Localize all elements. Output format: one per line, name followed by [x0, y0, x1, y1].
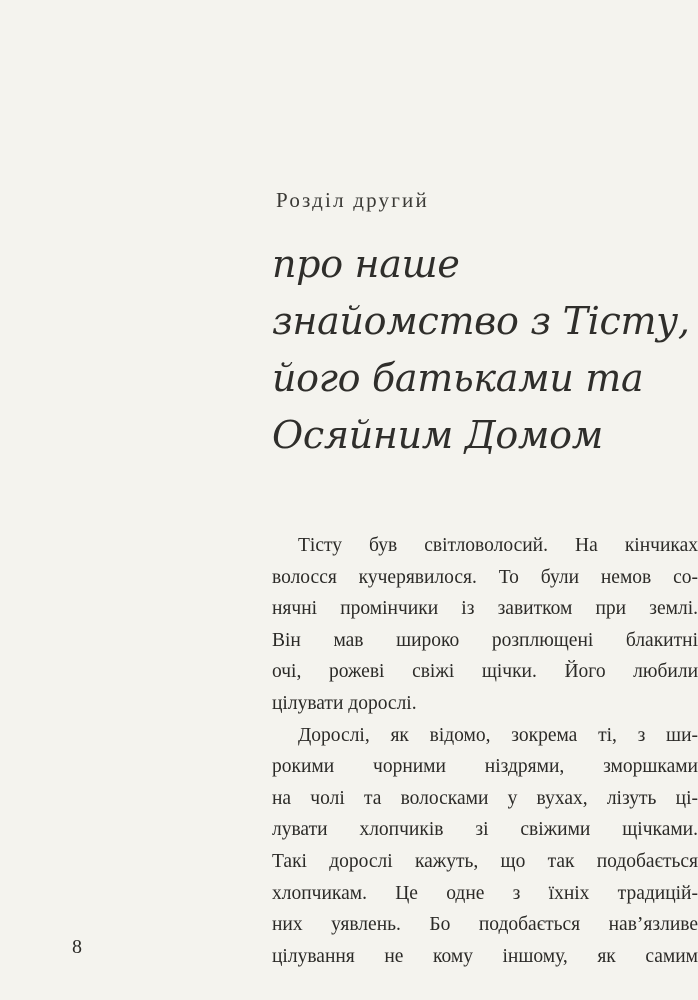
body-line: Тісту був світловолосий. На кінчиках — [298, 535, 698, 556]
body-line: лувати хлопчиків зі свіжими щічками. — [272, 819, 698, 841]
body-line: цілувати дорослі. — [272, 692, 417, 714]
body-line: хлопчикам. Це одне з їхніх традицій- — [272, 882, 698, 904]
body-line: нячні промінчики із завитком при землі. — [272, 598, 698, 620]
body-line: волосся кучерявилося. То були немов со- — [272, 566, 698, 588]
chapter-title-line: його батьками та — [272, 356, 644, 400]
body-line: очі, рожеві свіжі щічки. Його любили — [272, 661, 698, 683]
body-line: Такі дорослі кажуть, що так подобається — [272, 850, 698, 872]
body-line: цілування не кому іншому, як самим — [272, 945, 698, 967]
body-text — [272, 530, 698, 972]
chapter-title — [272, 236, 692, 464]
body-line: рокими чорними ніздрями, зморшками — [272, 756, 698, 778]
chapter-label: Розділ другий — [276, 188, 429, 212]
body-line: Він мав широко розплющені блакитні — [272, 629, 698, 651]
page-number: 8 — [72, 936, 82, 958]
chapter-title-line: про наше — [272, 242, 460, 286]
body-line: Дорослі, як відомо, зокрема ті, з ши- — [298, 724, 698, 746]
body-line: на чолі та волосками у вухах, лізуть ці- — [272, 787, 698, 809]
chapter-title-line: Осяйним Домом — [272, 413, 603, 457]
body-line: них уявлень. Бо подобається нав’язливе — [272, 914, 698, 936]
chapter-title-line: знайомство з Тісту, — [272, 299, 690, 343]
